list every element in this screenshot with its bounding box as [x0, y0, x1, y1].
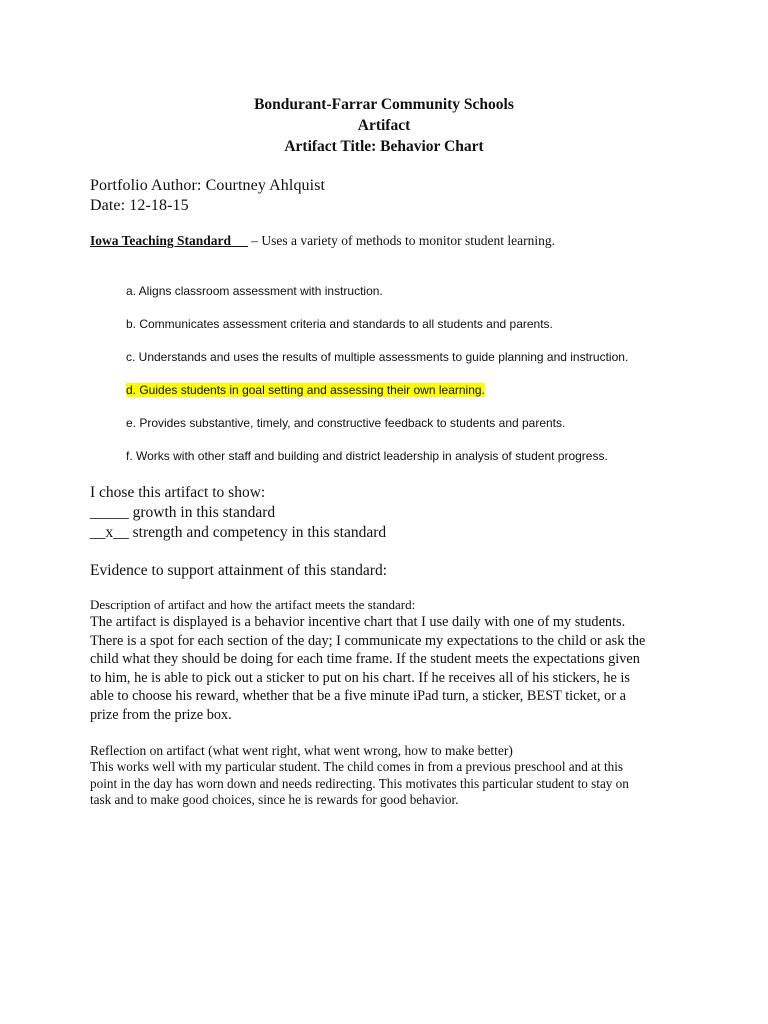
criteria-item-d-highlighted: [126, 382, 628, 415]
school-name: Bondurant-Farrar Community Schools: [254, 96, 514, 113]
criteria-text: f. Works with other staff and building and district leadership in analysis of student progress.: [126, 449, 608, 463]
description-body: [90, 613, 690, 724]
standard-description: – Uses a variety of methods to monitor student learning.: [247, 233, 555, 248]
evidence-heading: Evidence to support attainment of this standard:: [90, 562, 388, 579]
artifact-title: Artifact Title: Behavior Chart: [284, 138, 484, 155]
criteria-list: [126, 283, 628, 481]
criteria-text: c. Understands and uses the results of multiple assessments to guide planning and instruction.: [126, 350, 629, 364]
reflection-body: [90, 759, 690, 809]
description-line: child what they should be doing for each time frame. If the student meets the expectations given: [90, 651, 640, 667]
description-line: to him, he is able to pick out a sticker to put on his chart. If he receives all of his stickers, he is: [90, 669, 630, 686]
criteria-item-a: [126, 283, 628, 316]
standard-title: Iowa Teaching Standard __: [90, 233, 248, 248]
description-line: There is a spot for each section of the day; I communicate my expectations to the child or ask the: [90, 632, 646, 649]
document-type: Artifact: [357, 117, 411, 134]
reflection-line: point in the day has worn down and needs redirecting. This motivates this particular student to stay on: [90, 775, 629, 791]
reflection-line: task and to make good choices, since he is rewards for good behavior.: [90, 792, 459, 807]
portfolio-date: Date: 12-18-15: [90, 197, 189, 214]
description-section: [90, 597, 690, 724]
criteria-text: b. Communicates assessment criteria and standards to all students and parents.: [126, 317, 553, 331]
portfolio-meta: [90, 176, 325, 216]
description-line: able to choose his reward, whether that be a five minute iPad turn, a sticker, BEST ticket, or a: [90, 688, 626, 704]
description-line: prize from the prize box.: [90, 706, 232, 723]
document-header: [0, 94, 768, 157]
teaching-standard: [90, 232, 555, 250]
description-line: The artifact is displayed is a behavior incentive chart that I use daily with one of my students.: [90, 614, 626, 630]
artifact-choice: [90, 483, 386, 543]
reflection-label: Reflection on artifact (what went right, what went wrong, how to make better): [90, 743, 513, 758]
criteria-item-b: [126, 316, 628, 349]
criteria-text: a. Aligns classroom assessment with instruction.: [126, 284, 383, 298]
portfolio-author: Portfolio Author: Courtney Ahlquist: [90, 177, 326, 194]
choice-growth: _____ growth in this standard: [90, 504, 276, 521]
choice-strength: __x__ strength and competency in this standard: [90, 524, 387, 541]
criteria-text: d. Guides students in goal setting and assessing their own learning.: [126, 383, 485, 397]
criteria-text: e. Provides substantive, timely, and constructive feedback to students and parents.: [126, 416, 566, 430]
choice-intro: I chose this artifact to show:: [90, 484, 266, 501]
description-label: Description of artifact and how the artifact meets the standard:: [90, 597, 416, 612]
reflection-line: This works well with my particular student. The child comes in from a previous preschool and at this: [90, 759, 624, 774]
criteria-item-c: [126, 349, 628, 382]
reflection-section: [90, 743, 690, 809]
criteria-item-f: [126, 448, 628, 481]
criteria-item-e: [126, 415, 628, 448]
